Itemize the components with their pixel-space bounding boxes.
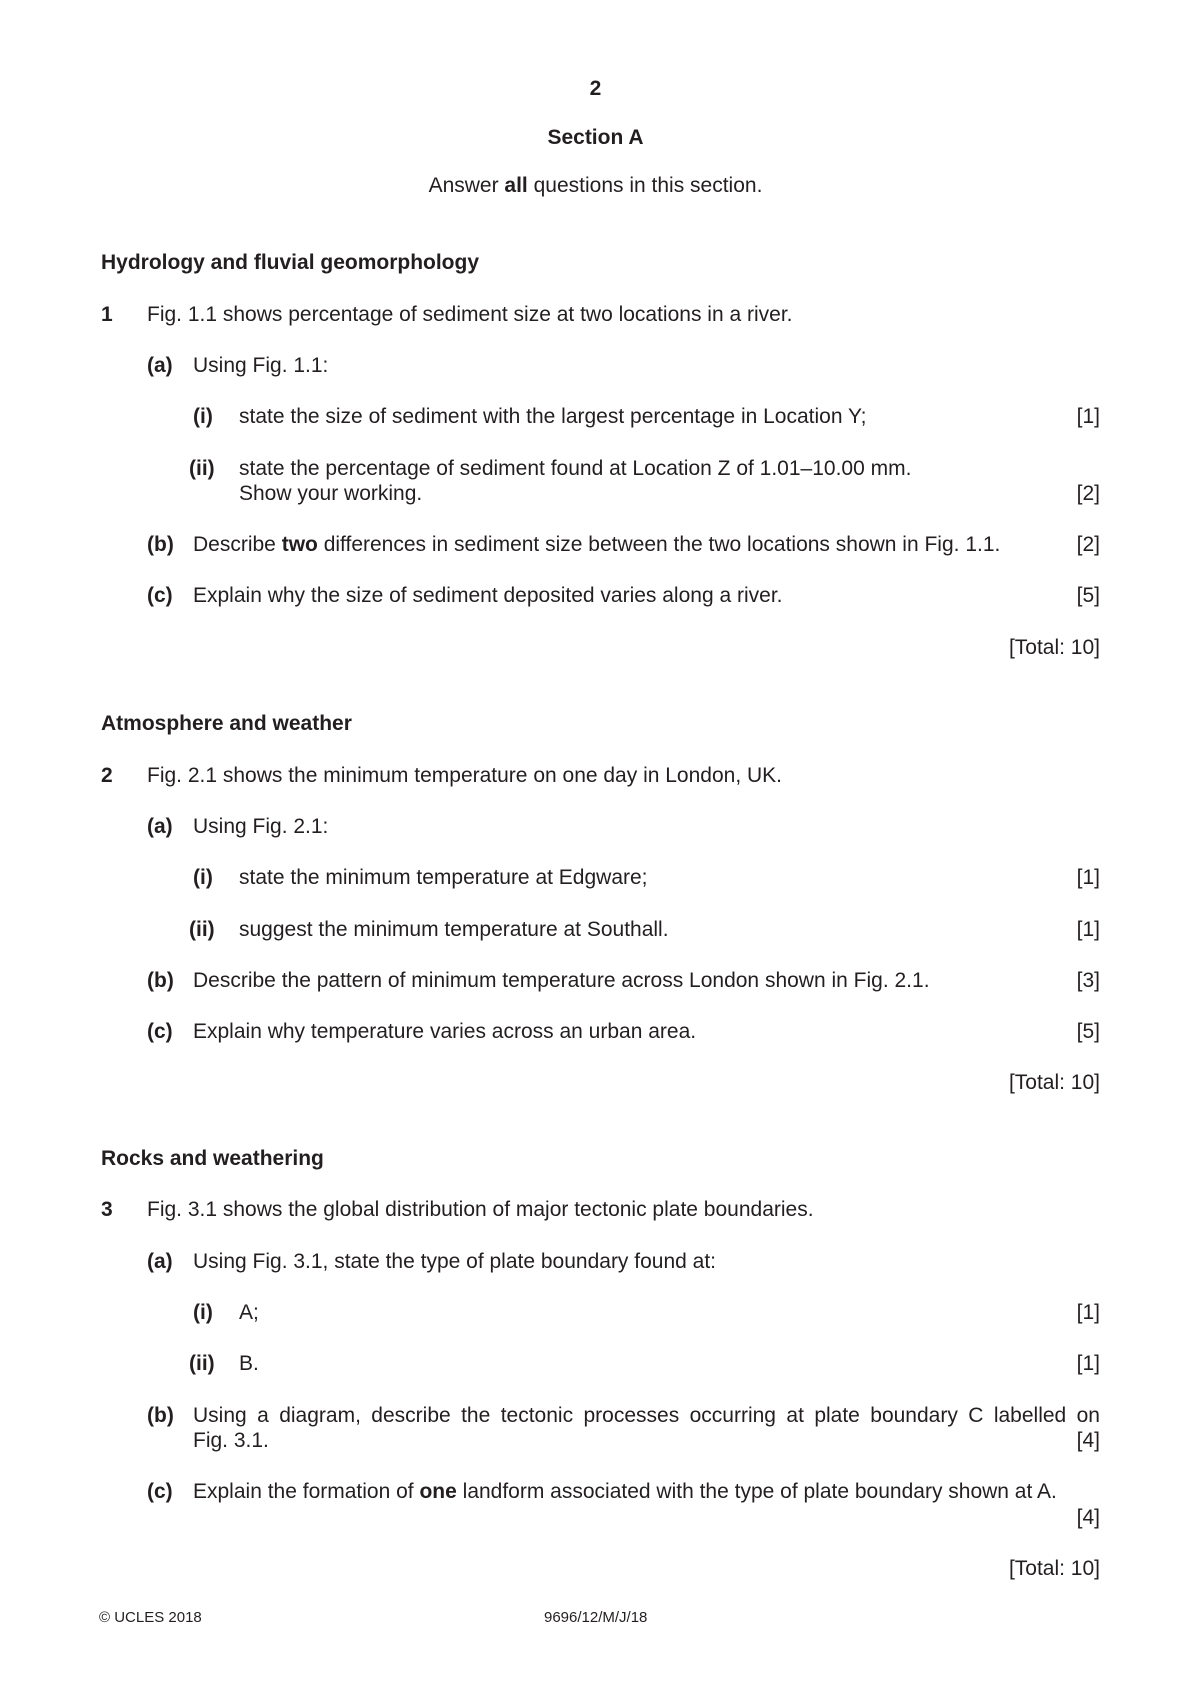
part-label: (a) bbox=[147, 1250, 173, 1273]
question-stem: Fig. 3.1 shows the global distribution of major tectonic plate boundaries. bbox=[147, 1198, 814, 1221]
subpart-text: state the percentage of sediment found at Location Z of 1.01–10.00 mm. bbox=[239, 457, 912, 480]
subpart-text: A; bbox=[239, 1301, 259, 1324]
mark-allocation: [3] bbox=[1076, 969, 1100, 992]
mark-allocation: [5] bbox=[1076, 1020, 1100, 1043]
mark-allocation: [4] bbox=[1076, 1429, 1100, 1452]
mark-allocation: [4] bbox=[1076, 1506, 1100, 1529]
subpart-text: B. bbox=[239, 1352, 259, 1375]
part-text: Using Fig. 1.1: bbox=[193, 354, 329, 377]
subpart-text: state the minimum temperature at Edgware; bbox=[239, 866, 648, 889]
mark-allocation: [2] bbox=[1076, 482, 1100, 505]
part-label: (c) bbox=[147, 584, 173, 607]
question-stem: Fig. 1.1 shows percentage of sediment size at two locations in a river. bbox=[147, 303, 793, 326]
mark-allocation: [1] bbox=[1076, 1301, 1100, 1324]
question-number: 2 bbox=[101, 764, 113, 787]
part-text: Using Fig. 2.1: bbox=[193, 815, 329, 838]
part-text: Explain why the size of sediment deposited varies along a river. bbox=[193, 584, 783, 607]
part-label: (b) bbox=[147, 533, 174, 556]
question-number: 1 bbox=[101, 303, 113, 326]
part-text: Describe the pattern of minimum temperature across London shown in Fig. 2.1. bbox=[193, 969, 930, 992]
mark-allocation: [1] bbox=[1076, 866, 1100, 889]
footer-copyright: © UCLES 2018 bbox=[99, 1609, 202, 1626]
section-instruction: Answer all questions in this section. bbox=[428, 174, 763, 197]
mark-allocation: [1] bbox=[1076, 918, 1100, 941]
question-total: [Total: 10] bbox=[1008, 1557, 1100, 1580]
question-total: [Total: 10] bbox=[1008, 1071, 1100, 1094]
part-text: Describe two differences in sediment size between the two locations shown in Fig. 1.1. bbox=[193, 533, 1001, 556]
subpart-label: (ii) bbox=[189, 457, 215, 480]
question-stem: Fig. 2.1 shows the minimum temperature on one day in London, UK. bbox=[147, 764, 783, 787]
mark-allocation: [1] bbox=[1076, 405, 1100, 428]
subpart-text: suggest the minimum temperature at Southall. bbox=[239, 918, 669, 941]
subpart-text-line2: Show your working. bbox=[239, 482, 423, 505]
subpart-label: (ii) bbox=[189, 1352, 215, 1375]
part-text: Explain the formation of one landform associated with the type of plate boundary shown at A. bbox=[193, 1480, 1057, 1503]
part-label: (b) bbox=[147, 1404, 174, 1427]
part-text: Using Fig. 3.1, state the type of plate boundary found at: bbox=[193, 1250, 717, 1273]
mark-allocation: [1] bbox=[1076, 1352, 1100, 1375]
mark-allocation: [2] bbox=[1076, 533, 1100, 556]
page-number: 2 bbox=[589, 77, 602, 100]
part-label: (a) bbox=[147, 815, 173, 838]
subpart-text: state the size of sediment with the largest percentage in Location Y; bbox=[239, 405, 867, 428]
part-label: (a) bbox=[147, 354, 173, 377]
part-text: Explain why temperature varies across an urban area. bbox=[193, 1020, 697, 1043]
topic-heading-atmosphere: Atmosphere and weather bbox=[101, 712, 352, 735]
part-label: (b) bbox=[147, 969, 174, 992]
topic-heading-hydrology: Hydrology and fluvial geomorphology bbox=[101, 251, 480, 274]
mark-allocation: [5] bbox=[1076, 584, 1100, 607]
subpart-label: (i) bbox=[193, 405, 213, 428]
question-total: [Total: 10] bbox=[1008, 636, 1100, 659]
part-label: (c) bbox=[147, 1480, 173, 1503]
part-text: Using a diagram, describe the tectonic processes occurring at plate boundary C labelled on bbox=[193, 1404, 1100, 1427]
section-title: Section A bbox=[547, 126, 644, 149]
part-text-line2: Fig. 3.1. bbox=[193, 1429, 269, 1452]
subpart-label: (i) bbox=[193, 866, 213, 889]
topic-heading-rocks: Rocks and weathering bbox=[101, 1147, 324, 1170]
footer-paper-code: 9696/12/M/J/18 bbox=[544, 1609, 648, 1626]
question-number: 3 bbox=[101, 1198, 113, 1221]
part-label: (c) bbox=[147, 1020, 173, 1043]
subpart-label: (ii) bbox=[189, 918, 215, 941]
subpart-label: (i) bbox=[193, 1301, 213, 1324]
